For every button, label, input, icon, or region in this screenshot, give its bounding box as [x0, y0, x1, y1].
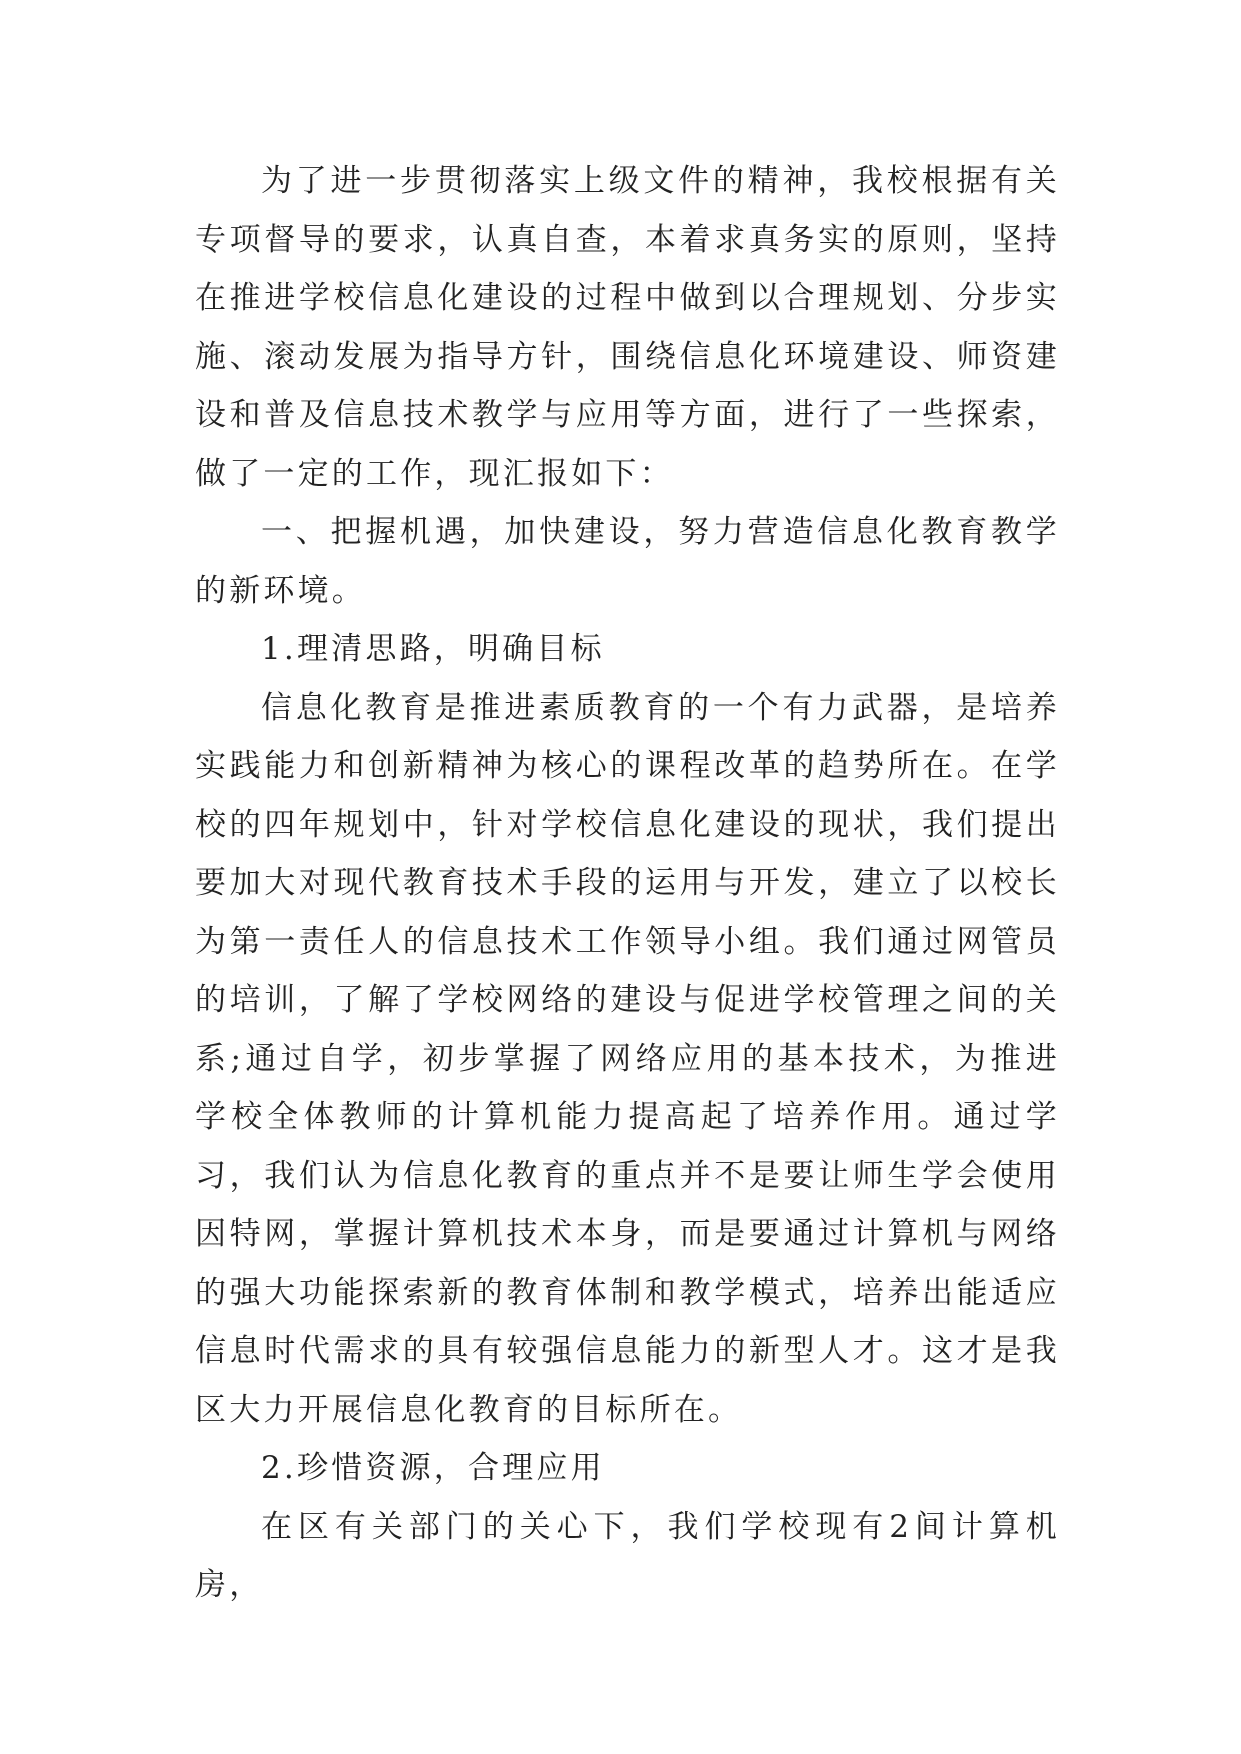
document-body — [195, 152, 1060, 1615]
body-paragraph-1: 信息化教育是推进素质教育的一个有力武器，是培养实践能力和创新精神为核心的课程改革的趋势所在。在学校的四年规划中，针对学校信息化建设的现状，我们提出要加大对现代教育技术手段的运用与开发，建立了以校长为第一责任人的信息技术工作领导小组。我们通过网管员的培训，了解了学校网络的建设与促进学校管理之间的关系;通过自学，初步掌握了网络应用的基本技术，为推进学校全体教师的计算机能力提高起了培养作用。通过学习，我们认为信息化教育的重点并不是要让师生学会使用因特网，掌握计算机技术本身，而是要通过计算机与网络的强大功能探索新的教育体制和教学模式，培养出能适应信息时代需求的具有较强信息能力的新型人才。这才是我区大力开展信息化教育的目标所在。 — [195, 689, 1060, 1428]
subheading-1: 1.理清思路，明确目标 — [261, 631, 605, 667]
section-heading-1: 一、把握机遇，加快建设，努力营造信息化教育教学的新环境。 — [195, 514, 1060, 609]
intro-paragraph: 为了进一步贯彻落实上级文件的精神，我校根据有关专项督导的要求，认真自查，本着求真务实的原则，坚持在推进学校信息化建设的过程中做到以合理规划、分步实施、滚动发展为指导方针，围绕信息化环境建设、师资建设和普及信息技术教学与应用等方面，进行了一些探索，做了一定的工作，现汇报如下： — [195, 163, 1060, 492]
body-paragraph-2: 在区有关部门的关心下，我们学校现有2间计算机房， — [195, 1508, 1060, 1603]
subheading-2: 2.珍惜资源，合理应用 — [261, 1450, 605, 1486]
